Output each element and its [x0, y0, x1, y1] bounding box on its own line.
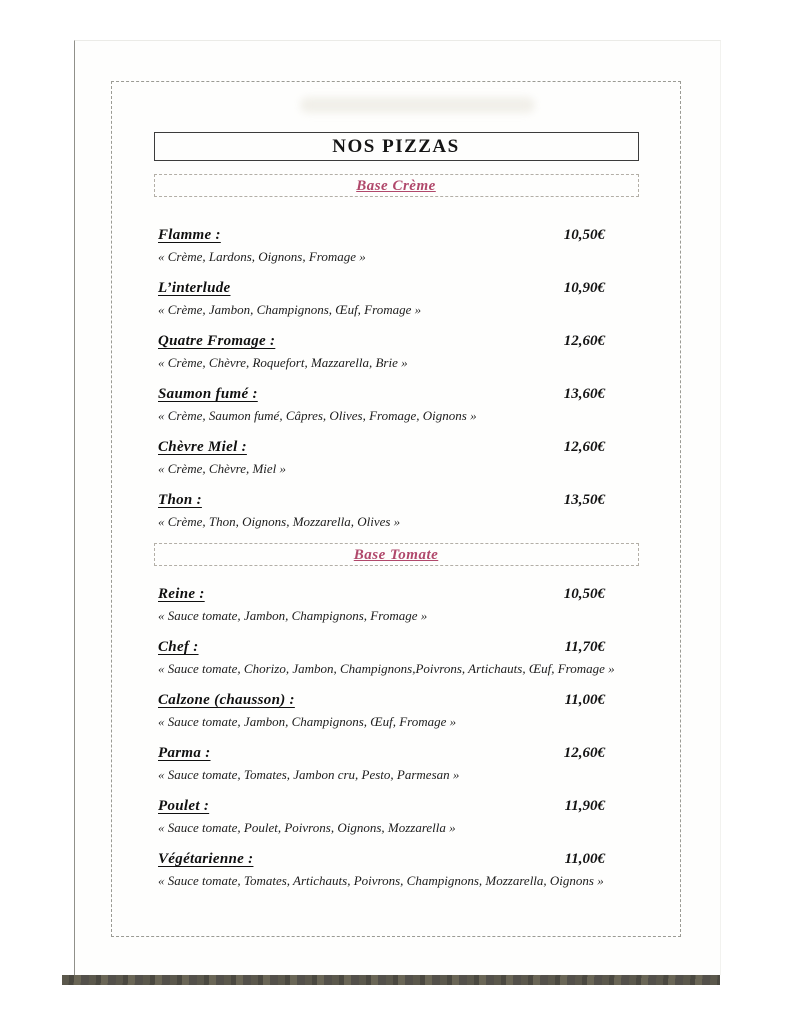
section-items-base-creme [112, 225, 680, 530]
item-name: Reine : [158, 586, 205, 602]
scan-table-edge [62, 975, 720, 985]
menu-item-parma [158, 743, 605, 783]
item-row [158, 743, 605, 763]
item-description: « Sauce tomate, Poulet, Poivrons, Oignons, Mozzarella » [158, 820, 456, 835]
item-description: « Sauce tomate, Tomates, Artichauts, Poivrons, Champignons, Mozzarella, Oignons » [158, 873, 604, 888]
item-price: 10,50€ [563, 586, 605, 602]
section-label: Base Tomate [353, 547, 439, 563]
section-label: Base Crème [356, 178, 436, 194]
menu-item-poulet [158, 796, 605, 836]
menu-item-thon [158, 490, 605, 530]
item-price: 10,90€ [563, 280, 605, 296]
item-description: « Sauce tomate, Chorizo, Jambon, Champignons,Poivrons, Artichauts, Œuf, Fromage » [158, 661, 615, 676]
menu-item-interlude [158, 278, 605, 318]
item-name: Chef : [158, 639, 199, 655]
menu-item-saumon-fume [158, 384, 605, 424]
item-description: « Sauce tomate, Tomates, Jambon cru, Pesto, Parmesan » [158, 767, 460, 782]
item-name: L’interlude [158, 280, 231, 296]
menu-item-chevre-miel [158, 437, 605, 477]
menu-item-reine [158, 584, 605, 624]
item-row [158, 490, 605, 510]
item-name: Calzone (chausson) : [158, 692, 295, 708]
menu-item-flamme [158, 225, 605, 265]
menu-item-quatre-fromage [158, 331, 605, 371]
item-price: 13,60€ [563, 386, 605, 402]
menu-item-chef [158, 637, 615, 677]
menu-border-frame [111, 81, 681, 937]
item-name: Quatre Fromage : [158, 333, 276, 349]
item-price: 11,70€ [564, 639, 605, 655]
item-description: « Crème, Lardons, Oignons, Fromage » [158, 249, 366, 264]
item-row [158, 384, 605, 404]
item-name: Chèvre Miel : [158, 439, 247, 455]
item-row [158, 796, 605, 816]
section-header-base-creme [154, 174, 639, 197]
item-name: Parma : [158, 745, 211, 761]
page-title: NOS PIZZAS [332, 136, 460, 157]
item-description: « Crème, Chèvre, Miel » [158, 461, 287, 476]
item-description: « Sauce tomate, Jambon, Champignons, Fromage » [158, 608, 428, 623]
section-header-base-tomate [154, 543, 639, 566]
item-price: 12,60€ [563, 745, 605, 761]
menu-item-calzone [158, 690, 605, 730]
item-name: Saumon fumé : [158, 386, 258, 402]
item-description: « Crème, Jambon, Champignons, Œuf, Fromage » [158, 302, 422, 317]
item-name: Poulet : [158, 798, 210, 814]
item-row [158, 690, 605, 710]
item-row [158, 225, 605, 245]
item-price: 13,50€ [563, 492, 605, 508]
item-row [158, 278, 605, 298]
item-price: 10,50€ [563, 227, 605, 243]
item-row [158, 637, 605, 657]
item-description: « Crème, Chèvre, Roquefort, Mazzarella, Brie » [158, 355, 408, 370]
item-price: 11,90€ [564, 798, 605, 814]
item-row [158, 437, 605, 457]
item-name: Végétarienne : [158, 851, 254, 867]
item-description: « Crème, Saumon fumé, Câpres, Olives, Fromage, Oignons » [158, 408, 477, 423]
item-price: 11,00€ [564, 692, 605, 708]
item-row [158, 584, 605, 604]
menu-page [74, 40, 721, 975]
item-row [158, 331, 605, 351]
item-row [158, 849, 605, 869]
menu-title-box [154, 132, 639, 161]
item-price: 12,60€ [563, 333, 605, 349]
item-description: « Crème, Thon, Oignons, Mozzarella, Olives » [158, 514, 401, 529]
item-price: 12,60€ [563, 439, 605, 455]
item-description: « Sauce tomate, Jambon, Champignons, Œuf, Fromage » [158, 714, 457, 729]
menu-item-vegetarienne [158, 849, 605, 889]
item-name: Flamme : [158, 227, 221, 243]
section-items-base-tomate [112, 584, 680, 889]
item-price: 11,00€ [564, 851, 605, 867]
item-name: Thon : [158, 492, 202, 508]
